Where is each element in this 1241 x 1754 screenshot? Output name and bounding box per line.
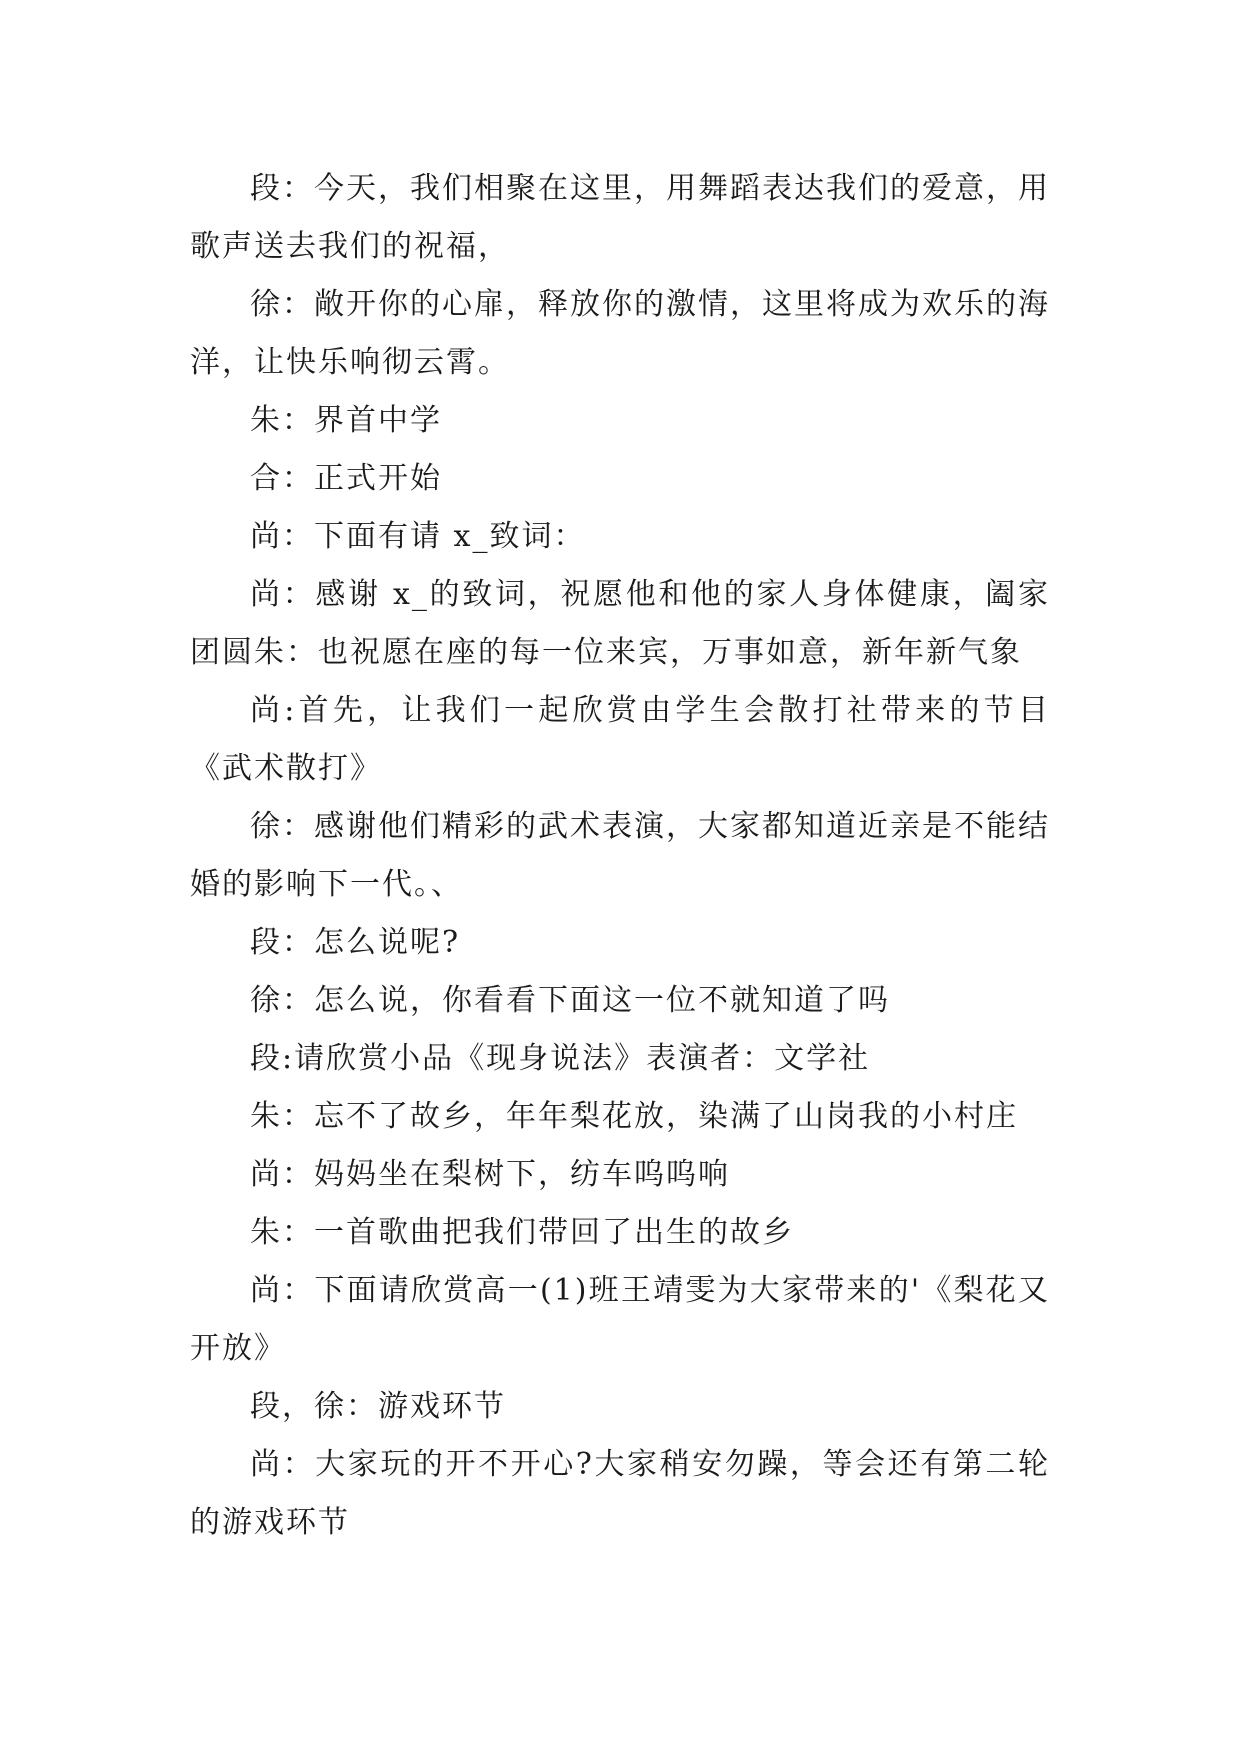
script-paragraph: 朱：忘不了故乡，年年梨花放，染满了山岗我的小村庄 (250, 1099, 1018, 1134)
script-paragraph: 段：怎么说呢? (250, 925, 461, 960)
script-paragraph: 段，徐：游戏环节 (250, 1389, 506, 1424)
script-paragraph: 徐：敞开你的心扉，释放你的激情，这里将成为欢乐的海洋，让快乐响彻云霄。 (190, 287, 1050, 380)
script-paragraph: 徐：感谢他们精彩的武术表演，大家都知道近亲是不能结婚的影响下一代。、 (190, 809, 1050, 902)
script-paragraph: 段:请欣赏小品《现身说法》表演者：文学社 (250, 1041, 871, 1076)
script-paragraph: 徐：怎么说，你看看下面这一位不就知道了吗 (250, 983, 890, 1018)
document-body (190, 160, 1050, 1552)
script-paragraph: 朱：界首中学 (250, 403, 442, 438)
script-paragraph: 尚：大家玩的开不开心?大家稍安勿躁，等会还有第二轮的游戏环节 (190, 1447, 1050, 1540)
script-paragraph: 尚：妈妈坐在梨树下，纺车呜呜响 (250, 1157, 730, 1192)
script-paragraph: 段：今天，我们相聚在这里，用舞蹈表达我们的爱意，用歌声送去我们的祝福， (190, 171, 1050, 264)
script-paragraph: 尚：下面有请 x_致词： (250, 519, 586, 554)
script-paragraph: 尚：感谢 x_的致词，祝愿他和他的家人身体健康，阖家团圆朱：也祝愿在座的每一位来宾，万事如意，新年新气象 (190, 577, 1050, 670)
script-paragraph: 尚：下面请欣赏高一(1)班王靖雯为大家带来的'《梨花又开放》 (190, 1273, 1050, 1366)
script-paragraph: 朱：一首歌曲把我们带回了出生的故乡 (250, 1215, 794, 1250)
script-paragraph: 尚:首先，让我们一起欣赏由学生会散打社带来的节目《武术散打》 (190, 693, 1050, 786)
script-paragraph: 合：正式开始 (250, 461, 442, 496)
